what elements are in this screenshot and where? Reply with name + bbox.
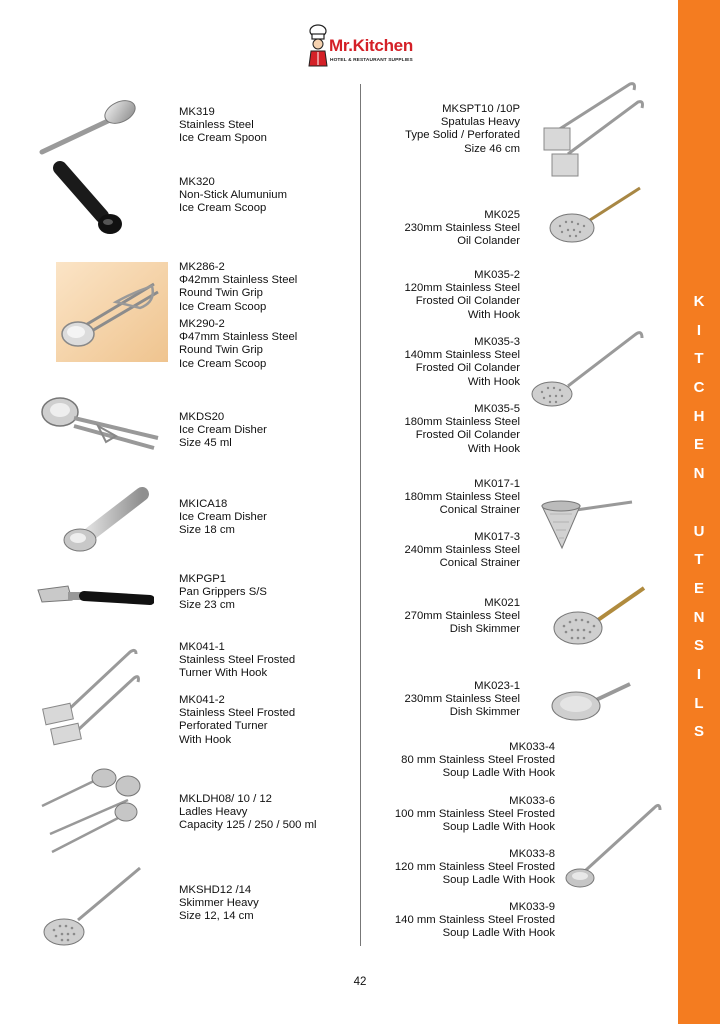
- side-title-letter: S: [693, 723, 704, 741]
- ice-cream-scoop-image: [50, 160, 130, 240]
- product-mkds20: MKDS20 Ice Cream Disher Size 45 ml: [179, 411, 267, 450]
- heavy-skimmer-image: [42, 864, 146, 950]
- product-mk023-1: MK023-1 230mm Stainless Steel Dish Skimmer: [404, 680, 520, 719]
- product-mk033-9: MK033-9 140 mm Stainless Steel Frosted Soup Ladle With Hook: [394, 901, 555, 940]
- product-mk320: MK320 Non-Stick Alumunium Ice Cream Scoop: [179, 176, 287, 215]
- product-mk033-6: MK033-6 100 mm Stainless Steel Frosted Soup Ladle With Hook: [394, 795, 555, 834]
- side-title-letter: L: [694, 694, 704, 712]
- product-mk041-2: MK041-2 Stainless Steel Frosted Perforated Turner With Hook: [179, 694, 296, 746]
- product-mk035-5: MK035-5 180mm Stainless Steel Frosted Oil Colander With Hook: [404, 403, 520, 455]
- frosted-oil-colander-image: [528, 328, 648, 410]
- side-title-letter: E: [693, 436, 704, 454]
- product-mk319: MK319 Stainless Steel Ice Cream Spoon: [179, 106, 267, 145]
- side-title-letter: C: [693, 379, 705, 397]
- product-mk035-2: MK035-2 120mm Stainless Steel Frosted Oil Colander With Hook: [404, 269, 520, 321]
- oil-colander-image: [548, 186, 644, 246]
- product-mkldh08: MKLDH08/ 10 / 12 Ladles Heavy Capacity 125 / 250 / 500 ml: [179, 793, 317, 832]
- pan-grippers-image: [34, 578, 154, 614]
- product-mk035-3: MK035-3 140mm Stainless Steel Frosted Oil Colander With Hook: [404, 336, 520, 388]
- conical-strainer-image: [536, 494, 636, 552]
- side-title-letter: K: [693, 293, 705, 310]
- ice-cream-spoon-image: [38, 96, 138, 158]
- product-mk025: MK025 230mm Stainless Steel Oil Colander: [404, 209, 520, 248]
- ice-cream-disher-45ml-image: [38, 392, 164, 456]
- heavy-spatulas-image: [540, 80, 650, 190]
- brand-logo: [306, 24, 416, 70]
- side-title-letter: T: [694, 551, 704, 569]
- side-title-letter: N: [693, 465, 705, 483]
- product-mkpgp1: MKPGP1 Pan Grippers S/S Size 23 cm: [179, 573, 267, 612]
- side-title: [678, 288, 720, 747]
- product-mk290-2: MK290-2 Φ47mm Stainless Steel Round Twin Grip Ice Cream Scoop: [179, 318, 298, 370]
- product-mk021: MK021 270mm Stainless Steel Dish Skimmer: [404, 597, 520, 636]
- brand-name: Mr.Kitchen: [329, 36, 413, 55]
- product-mk017-1: MK017-1 180mm Stainless Steel Conical Strainer: [404, 478, 520, 517]
- product-mk033-8: MK033-8 120 mm Stainless Steel Frosted Soup Ladle With Hook: [394, 848, 555, 887]
- product-mk286-2: MK286-2 Φ42mm Stainless Steel Round Twin Grip Ice Cream Scoop: [179, 261, 298, 313]
- product-mk033-4: MK033-4 80 mm Stainless Steel Frosted Soup Ladle With Hook: [401, 741, 555, 780]
- product-mk017-3: MK017-3 240mm Stainless Steel Conical Strainer: [404, 531, 520, 570]
- product-mk041-1: MK041-1 Stainless Steel Frosted Turner With Hook: [179, 641, 296, 680]
- side-title-letter: T: [694, 350, 704, 368]
- ice-cream-disher-18cm-image: [60, 482, 152, 554]
- side-title-letter: S: [693, 637, 704, 655]
- twin-grip-scoop-image: [56, 262, 168, 362]
- brand-tagline: HOTEL & RESTAURANT SUPPLIES: [330, 58, 413, 63]
- side-title-letter: H: [693, 407, 705, 425]
- side-title-letter: U: [693, 522, 705, 540]
- dish-skimmer-230mm-image: [550, 678, 634, 724]
- product-mkshd12: MKSHD12 /14 Skimmer Heavy Size 12, 14 cm: [179, 884, 259, 923]
- side-title-letter: I: [696, 665, 702, 683]
- heavy-ladles-image: [36, 766, 148, 858]
- side-title-letter: E: [693, 579, 704, 597]
- frosted-soup-ladle-image: [562, 800, 666, 894]
- side-title-letter: N: [693, 608, 705, 626]
- product-mkspt10: MKSPT10 /10P Spatulas Heavy Type Solid / Perforated Size 46 cm: [405, 103, 520, 155]
- product-mkica18: MKICA18 Ice Cream Disher Size 18 cm: [179, 498, 267, 537]
- dish-skimmer-270mm-image: [552, 584, 648, 650]
- page-number: 42: [353, 976, 367, 988]
- side-title-letter: I: [696, 321, 702, 339]
- frosted-turners-image: [38, 646, 142, 746]
